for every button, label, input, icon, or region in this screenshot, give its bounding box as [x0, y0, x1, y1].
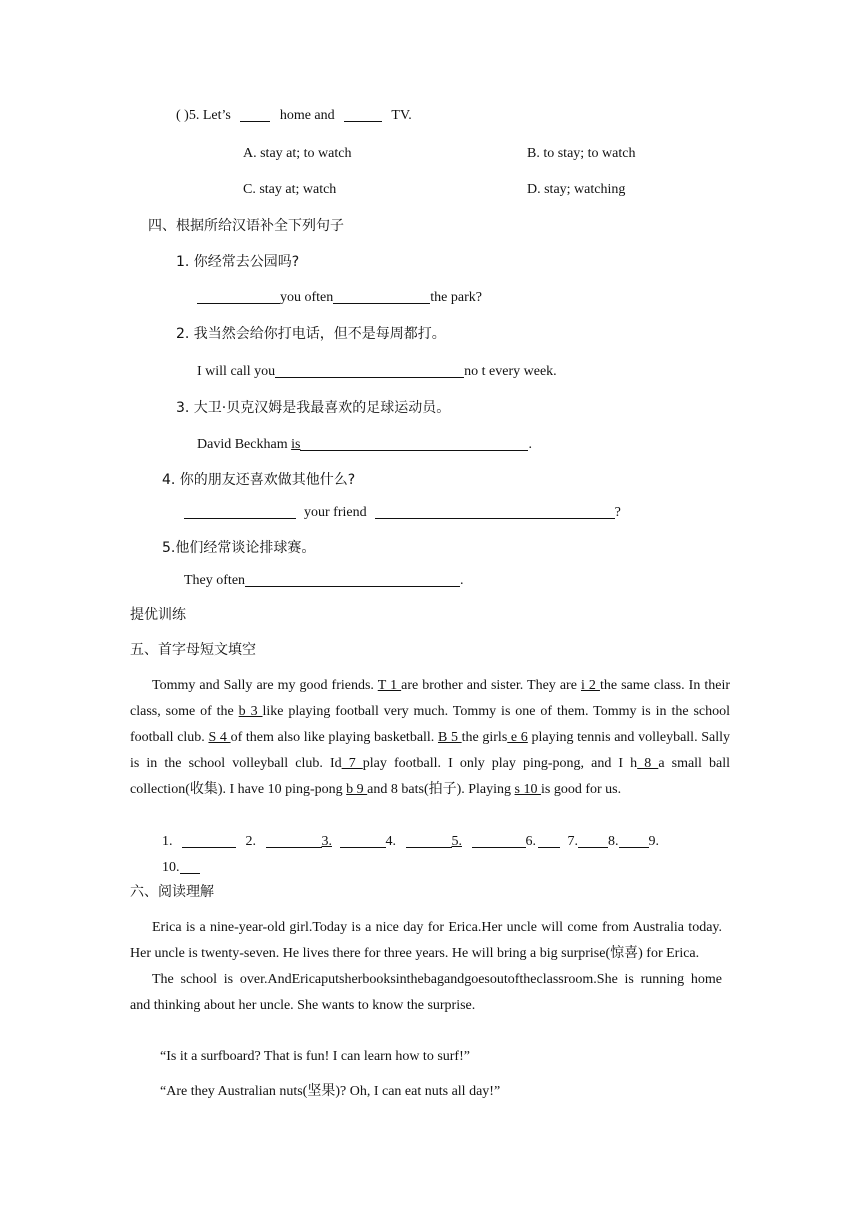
- s4-item-3-text-a: David Beckham: [197, 437, 292, 452]
- answer-blank-8: [619, 833, 649, 848]
- passage-text: and 8 bats(拍子). Playing: [367, 782, 515, 797]
- passage-text: is good for us.: [541, 782, 622, 797]
- answer-number: 9.: [648, 834, 659, 849]
- passage-text: playing tennis and volleyball. Sally is in the school volleyball club. Id: [130, 730, 731, 771]
- passage-text: like playing football very much. Tommy is one of them. Tommy is in the school football club.: [130, 704, 731, 745]
- blank: [184, 504, 296, 519]
- answer-blank-7: [578, 833, 608, 848]
- s4-item-5-text-b: .: [460, 573, 464, 588]
- s4-item-2-text-b: no t every week.: [464, 364, 557, 379]
- s4-item-5-cn: 5.他们经常谈论排球赛。: [162, 540, 316, 556]
- answer-number: 1.: [162, 834, 173, 849]
- reading-quote-2: “Are they Australian nuts(坚果)? Oh, I can eat nuts all day!”: [160, 1084, 501, 1099]
- passage-text: Tommy and Sally are my good friends.: [152, 678, 378, 693]
- reading-paragraph-1: Erica is a nine-year-old girl.Today is a nice day for Erica.Her uncle will come from Australia today. Her uncle is twenty-seven. He lives there for three years. He will bring a big surprise(惊喜) for Erica.: [130, 920, 722, 961]
- passage-text: the same class. In their class, some of the: [130, 678, 731, 719]
- blank: [300, 436, 528, 451]
- q5-prefix: ( )5. Let’s: [176, 108, 231, 123]
- s4-item-2-cn: 2. 我当然会给你打电话，但不是每周都打。: [176, 326, 446, 342]
- s4-item-4-cn: 4. 你的朋友还喜欢做其他什么?: [162, 472, 356, 488]
- answer-number: 3.: [321, 834, 332, 849]
- question-5: [176, 107, 412, 125]
- passage-blank-1: T 1: [377, 678, 402, 693]
- passage-blank-6: e 6: [507, 730, 528, 745]
- s4-item-1-en: [197, 289, 482, 307]
- answer-number: 8.: [608, 834, 619, 849]
- s4-item-5-en: [184, 572, 464, 590]
- blank: [275, 363, 464, 378]
- passage-blank-2: i 2: [580, 678, 600, 693]
- s4-item-1-text-a: you often: [280, 290, 334, 305]
- reading-quote-1: “Is it a surfboard? That is fun! I can learn how to surf!”: [160, 1049, 470, 1064]
- q5-blank-2: [344, 107, 382, 122]
- q5-option-d: D. stay; watching: [527, 182, 626, 197]
- s4-item-3-text-b: .: [528, 437, 532, 452]
- passage-blank-5: B 5: [437, 730, 462, 745]
- passage-blank-9: b 9: [346, 782, 368, 797]
- s4-item-2-text-a: I will call you: [197, 364, 276, 379]
- answer-blank-1: [182, 833, 236, 848]
- passage-text: a small ball collection(收集). I have 10 ping-pong: [130, 756, 731, 797]
- reading-paragraph-2: The school is over.AndEricaputsherbooksinthebagandgoesoutoftheclassroom.She is running home and thinking about her uncle. She wants to know the surprise.: [130, 972, 722, 1013]
- q5-option-c: C. stay at; watch: [243, 182, 337, 197]
- s4-item-2-en: [197, 363, 557, 381]
- q5-mid: home and: [279, 108, 335, 123]
- s4-item-3-en: [197, 436, 532, 454]
- s4-item-3-text-underlined: is: [291, 437, 301, 452]
- blank: [333, 289, 430, 304]
- section-6-passage: [130, 915, 722, 1019]
- answer-blank-5: [472, 833, 526, 848]
- answer-blank-10: [180, 859, 200, 874]
- blank: [197, 289, 280, 304]
- answer-blank-3: [340, 833, 386, 848]
- s4-item-3-cn: 3. 大卫·贝克汉姆是我最喜欢的足球运动员。: [176, 400, 451, 416]
- blank: [375, 504, 615, 519]
- q5-option-a: A. stay at; to watch: [243, 146, 352, 161]
- passage-blank-7: 7: [341, 756, 363, 771]
- answer-blank-4: [406, 833, 452, 848]
- section-5-passage: [130, 673, 730, 803]
- passage-blank-3: b 3: [238, 704, 263, 719]
- s4-item-1-text-b: the park?: [430, 290, 482, 305]
- answer-blank-6: [538, 833, 560, 848]
- passage-text: of them also like playing basketball.: [230, 730, 438, 745]
- answer-number: 2.: [245, 834, 256, 849]
- s4-item-4-en: [184, 504, 621, 522]
- section-6-title: 六、阅读理解: [130, 884, 214, 900]
- passage-blank-4: S 4: [208, 730, 231, 745]
- answer-number: 4.: [385, 834, 396, 849]
- q5-option-b: B. to stay; to watch: [527, 146, 636, 161]
- answer-line-1: [162, 833, 659, 851]
- passage-text: play football. I only play ping-pong, and I h: [362, 756, 638, 771]
- section-5-title: 五、首字母短文填空: [130, 642, 256, 658]
- tiyou-heading: 提优训练: [130, 607, 186, 623]
- answer-line-2: [162, 859, 200, 877]
- answer-blank-2: [266, 833, 322, 848]
- passage-text: are brother and sister. They are: [401, 678, 581, 693]
- q5-end: TV.: [391, 108, 412, 123]
- answer-number: 7.: [567, 834, 578, 849]
- s4-item-1-cn: 1. 你经常去公园吗?: [176, 254, 300, 270]
- answer-number: 5.: [451, 834, 462, 849]
- passage-text: the girls: [461, 730, 508, 745]
- s4-item-5-text-a: They often: [184, 573, 246, 588]
- passage-blank-10: s 10: [514, 782, 541, 797]
- answer-number: 6.: [525, 834, 536, 849]
- passage-blank-8: 8: [637, 756, 659, 771]
- answer-number: 10.: [162, 860, 180, 875]
- blank: [245, 572, 460, 587]
- q5-blank-1: [240, 107, 270, 122]
- s4-item-4-text-a: your friend: [304, 505, 367, 520]
- s4-item-4-text-b: ?: [614, 505, 621, 520]
- section-4-title: 四、根据所给汉语补全下列句子: [148, 218, 344, 234]
